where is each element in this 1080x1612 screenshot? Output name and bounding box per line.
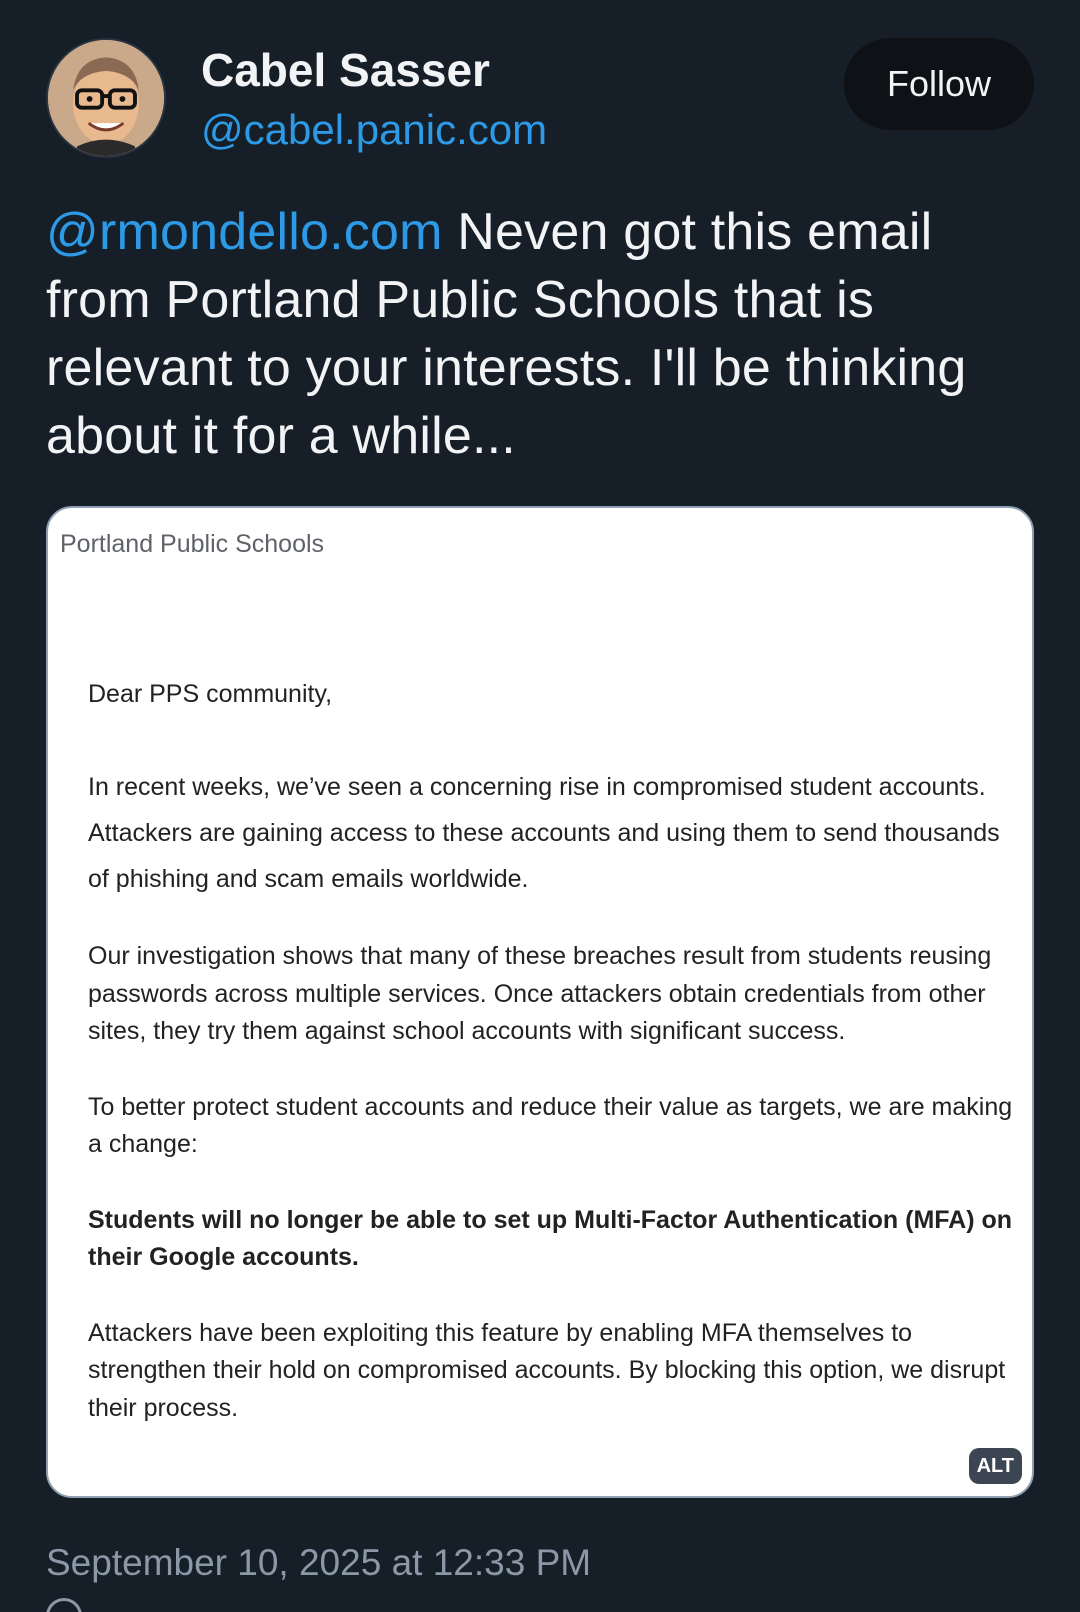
email-paragraph: Our investigation shows that many of these breaches result from students reusing passwords across multiple services. Once attackers obtain credentials from other sites, they try them against school accounts with significant success. (88, 942, 992, 1045)
email-paragraph: To better protect student accounts and reduce their value as targets, we are making a change: (88, 1092, 1013, 1158)
bottom-row (46, 1598, 98, 1612)
avatar-illustration (48, 40, 164, 156)
post-timestamp: September 10, 2025 at 12:33 PM (46, 1542, 592, 1583)
email-paragraph-bold: Students will no longer be able to set up Multi-Factor Authentication (MFA) on their Google accounts. (88, 1205, 1013, 1271)
post (46, 38, 1034, 1586)
email-sender: Portland Public Schools (60, 530, 325, 558)
avatar[interactable] (46, 38, 166, 158)
email-greeting: Dear PPS community, (88, 680, 333, 708)
email-body (88, 676, 1018, 1427)
author-names (201, 42, 547, 158)
author-display-name[interactable]: Cabel Sasser (201, 44, 490, 96)
alt-badge[interactable]: ALT (969, 1448, 1022, 1484)
follow-button[interactable]: Follow (844, 38, 1034, 130)
author-handle[interactable]: @cabel.panic.com (201, 106, 548, 153)
email-paragraph: In recent weeks, we’ve seen a concerning rise in compromised student accounts. Attackers are gaining access to these accounts and using them to send thousands of phishing and scam emails worldwide. (88, 773, 1000, 893)
post-text (46, 198, 1034, 470)
post-header (46, 38, 1034, 160)
globe-icon (46, 1598, 82, 1612)
mention-link[interactable]: @rmondello.com (46, 203, 443, 261)
post-body-text: Neven got this email from Portland Public Schools that is relevant to your interests. I'll be thinking about it for a while... (46, 203, 967, 465)
email-image[interactable] (46, 506, 1034, 1498)
email-paragraph: Attackers have been exploiting this feature by enabling MFA themselves to strengthen their hold on compromised accounts. By blocking this option, we disrupt their process. (88, 1318, 1006, 1422)
